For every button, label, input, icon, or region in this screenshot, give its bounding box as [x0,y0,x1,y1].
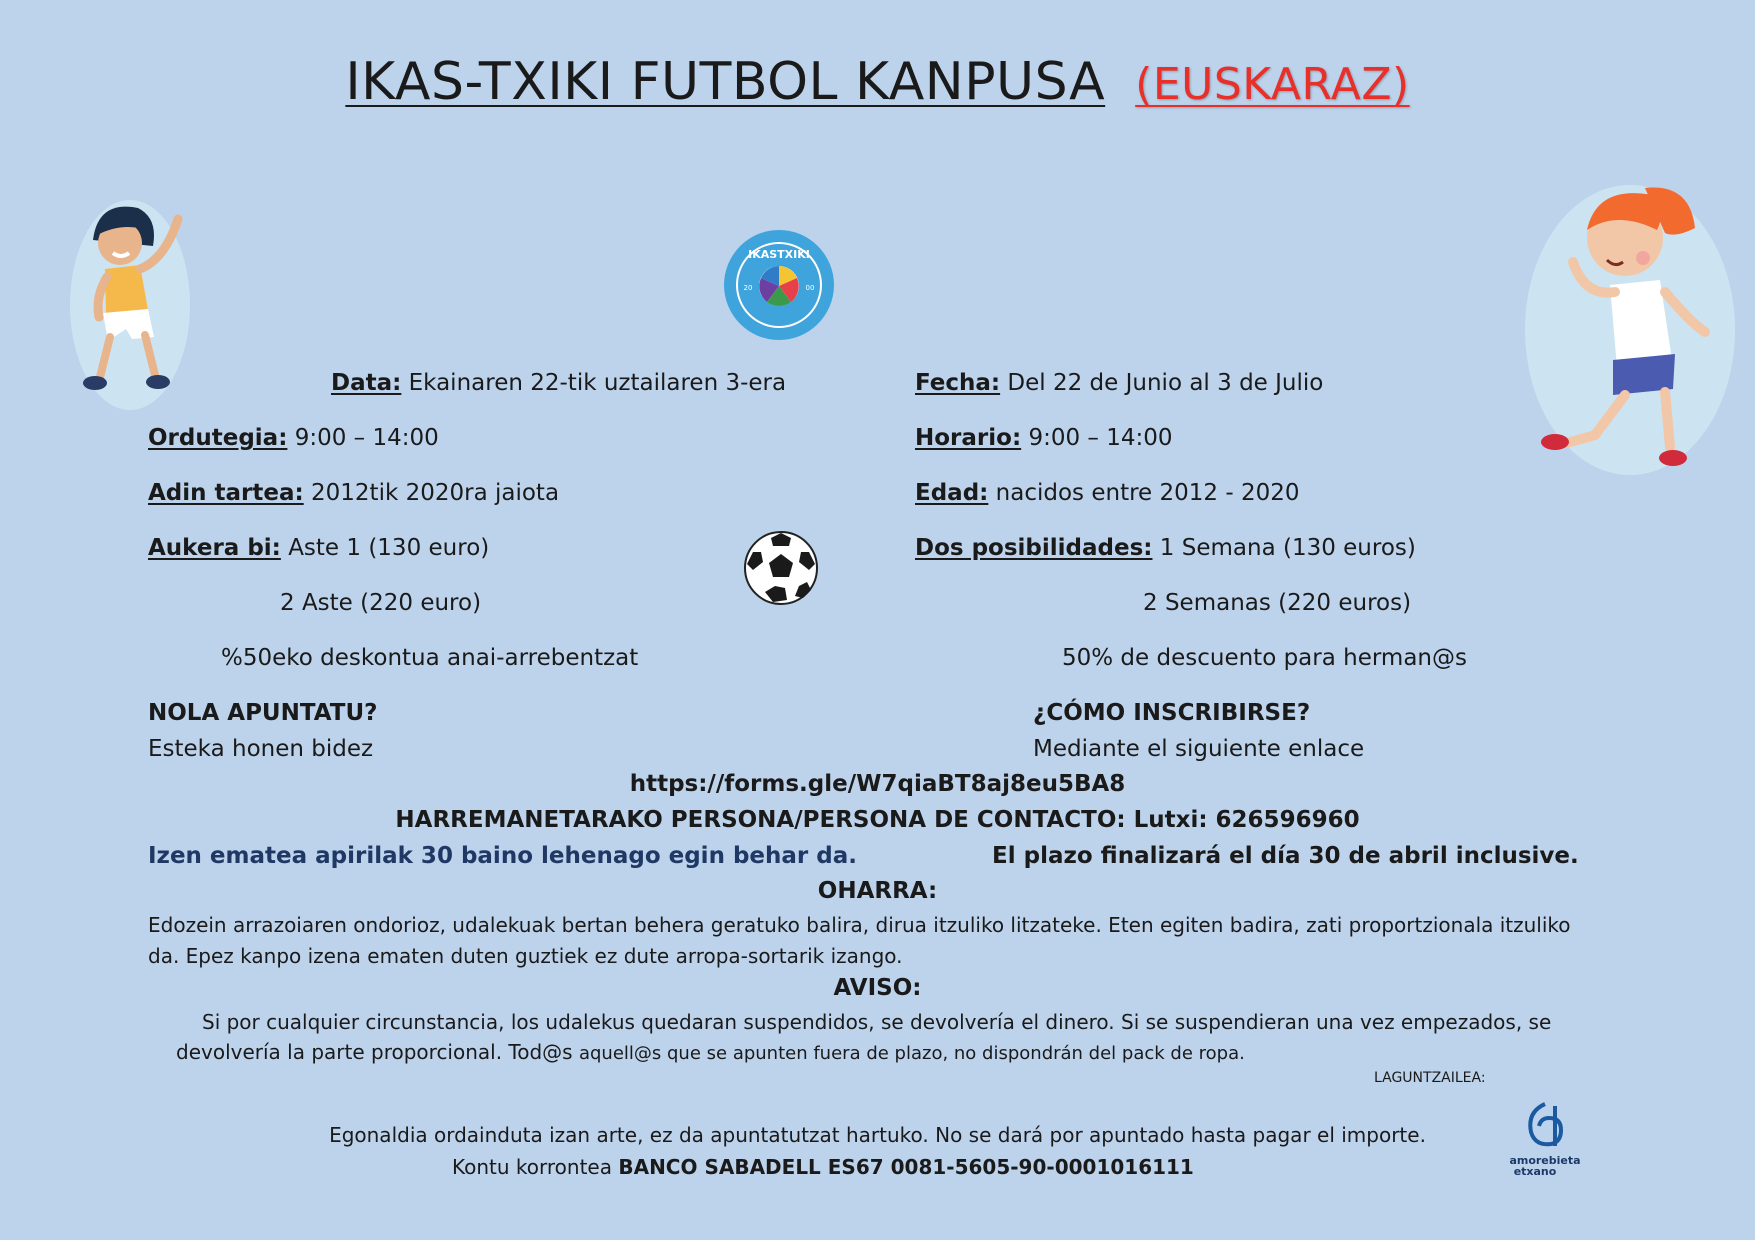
eu-age-label: Adin tartea: [148,480,304,506]
logo-text: IKASTXIKI [748,248,810,261]
sponsor-logo-line2: etxano [1513,1165,1557,1178]
sponsor-label: LAGUNTZAILEA: [1374,1070,1486,1086]
eu-hours-value: 9:00 – 14:00 [294,425,439,451]
account-line [452,1152,1194,1183]
es-note-line2 [176,1037,1245,1069]
eu-hours-label: Ordutegia: [148,425,288,451]
es-age-value: nacidos entre 2012 - 2020 [995,480,1300,506]
eu-date-value: Ekainaren 22-tik uztailaren 3-era [408,370,787,396]
registration-link[interactable]: https://forms.gle/W7qiaBT8aj8eu5BA8 [629,771,1126,797]
eu-date-row [331,370,786,396]
es-option1: 1 Semana (130 euros) [1159,535,1416,561]
page-title [0,52,1755,112]
eu-date-label: Data: [331,370,402,396]
es-date-row [915,370,1323,396]
boy-illustration [55,185,205,410]
eu-options-row [148,535,489,561]
eu-hours-row [148,425,439,451]
es-age-row [915,480,1300,506]
es-hours-label: Horario: [915,425,1022,451]
contact-line: HARREMANETARAKO PERSONA/PERSONA DE CONTACTO: Lutxi: 626596960 [395,807,1360,833]
es-options-row [915,535,1416,561]
eu-option2: 2 Aste (220 euro) [280,590,482,616]
payment-line: Egonaldia ordainduta izan arte, ez da apuntatutzat hartuko. No se dará por apuntado hasta pagar el importe. [329,1123,1426,1147]
account-bank: BANCO SABADELL ES67 0081-5605-90-0001016111 [618,1155,1194,1179]
es-note-title: AVISO: [833,975,922,1001]
es-hours-value: 9:00 – 14:00 [1028,425,1173,451]
account-prefix: Kontu korrontea [452,1155,619,1179]
es-discount: 50% de descuento para herman@s [1062,645,1467,671]
eu-how-title: NOLA APUNTATU? [148,700,378,726]
es-how-text: Mediante el siguiente enlace [1033,736,1365,762]
girl-illustration [1515,180,1745,485]
eu-note-title: OHARRA: [817,878,938,904]
es-options-label: Dos posibilidades: [915,535,1153,561]
es-age-label: Edad: [915,480,989,506]
es-deadline: El plazo finalizará el día 30 de abril inclusive. [992,843,1579,869]
eu-age-value: 2012tik 2020ra jaiota [311,480,560,506]
eu-discount: %50eko deskontua anai-arrebentzat [221,645,639,671]
logo-year-right: 00 [805,284,815,292]
es-note-line1: Si por cualquier circunstancia, los udalekus quedaran suspendidos, se devolvería el dinero. Si se suspendieran una vez empezados, se [202,1010,1552,1034]
ikastxiki-logo [722,228,836,342]
eu-option1: Aste 1 (130 euro) [288,535,490,561]
es-date-value: Del 22 de Junio al 3 de Julio [1007,370,1324,396]
sponsor-logo-line1: amorebieta [1509,1154,1581,1167]
es-hours-row [915,425,1173,451]
es-date-label: Fecha: [915,370,1001,396]
title-main: IKAS-TXIKI FUTBOL KANPUSA [345,52,1106,112]
eu-note-line2: da. Epez kanpo izena ematen duten guztiek ez dute arropa-sortarik izango. [148,944,903,968]
logo-year-left: 20 [743,284,753,292]
es-note-line2b: aquell@s que se apunten fuera de plazo, no dispondrán del pack de ropa. [578,1043,1245,1064]
football-icon [743,530,819,606]
es-note-line2a: devolvería la parte proporcional. Tod@s [176,1040,579,1064]
es-how-title: ¿CÓMO INSCRIBIRSE? [1033,700,1311,726]
eu-options-label: Aukera bi: [148,535,281,561]
eu-how-text: Esteka honen bidez [148,736,374,762]
es-option2: 2 Semanas (220 euros) [1143,590,1412,616]
eu-note-line1: Edozein arrazoiaren ondorioz, udalekuak bertan behera geratuko balira, dirua itzuliko litzateke. Eten egiten badira, zati proportzionala itzuliko [148,913,1571,937]
title-sub: (EUSKARAZ) [1135,59,1410,110]
eu-deadline: Izen ematea apirilak 30 baino lehenago egin behar da. [148,843,857,869]
eu-age-row [148,480,559,506]
